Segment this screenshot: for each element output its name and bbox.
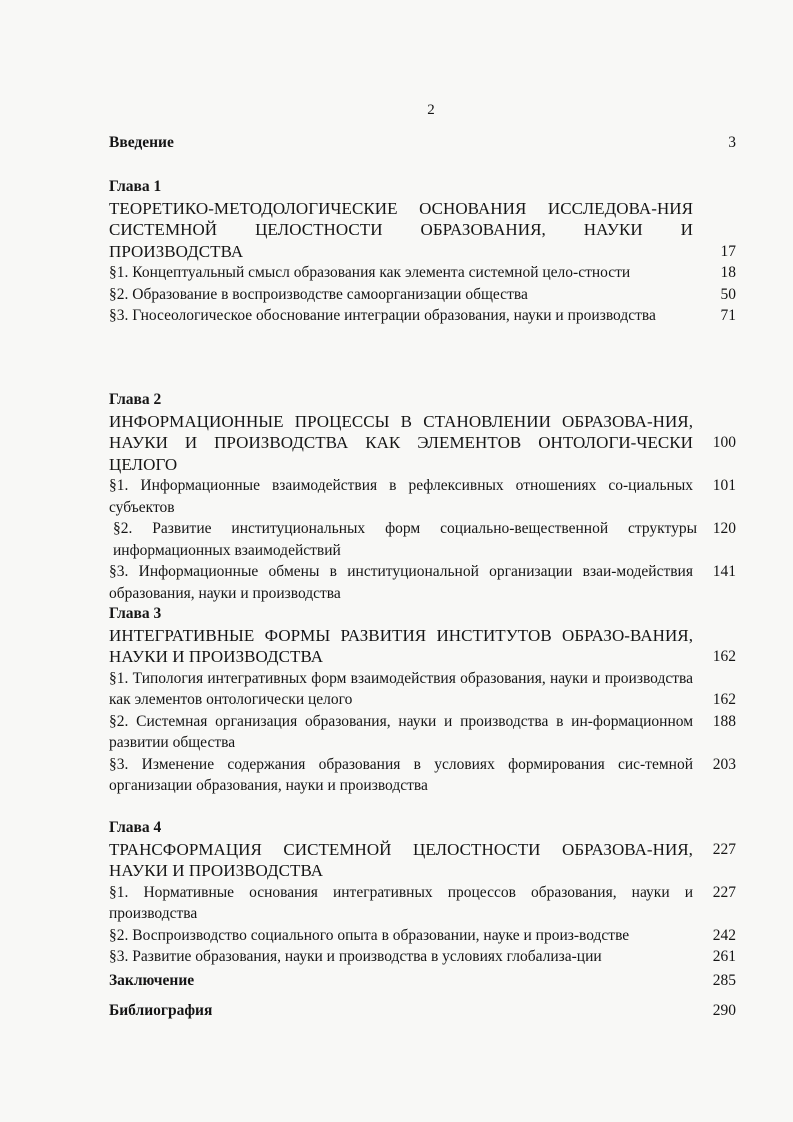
chapter-2-title: ИНФОРМАЦИОННЫЕ ПРОЦЕССЫ В СТАНОВЛЕНИИ ОБРАЗОВА-НИЯ, НАУКИ И ПРОИЗВОДСТВА КАК ЭЛЕМЕНТОВ ОНТОЛОГИ-ЧЕСКИ ЦЕЛОГО — [109, 411, 693, 474]
chapter-1 — [109, 176, 745, 327]
chapter-3-section-1-page: 162 — [712, 691, 736, 708]
introduction-title: Введение — [109, 134, 174, 151]
chapter-1-section-3: §3. Гносеологическое обоснование интеграции образования, науки и производства — [109, 307, 656, 324]
chapter-2-page: 100 — [712, 434, 736, 451]
chapter-1-title: ТЕОРЕТИКО-МЕТОДОЛОГИЧЕСКИЕ ОСНОВАНИЯ ИССЛЕДОВА-НИЯ СИСТЕМНОЙ ЦЕЛОСТНОСТИ ОБРАЗОВАНИЯ, НАУКИ И ПРОИЗВОДСТВА — [109, 198, 693, 261]
conclusion-title: Заключение — [109, 971, 195, 989]
chapter-4-section-2: §2. Воспроизводство социального опыта в образовании, науке и произ-водстве — [109, 926, 630, 944]
chapter-2-section-2: §2. Развитие институциональных форм социально-вещественной структуры информационных взаимодействий — [113, 520, 697, 559]
chapter-2-section-1-page: 101 — [712, 477, 736, 494]
chapter-4-section-3: §3. Развитие образования, науки и производства в условиях глобализа-ции — [109, 948, 602, 965]
chapter-3-section-3-page: 203 — [712, 755, 736, 773]
toc-entry-introduction — [109, 132, 745, 154]
chapter-4-section-3-page: 261 — [712, 948, 736, 965]
chapter-4-section-1-page: 227 — [712, 883, 736, 901]
chapter-3-section-1: §1. Типология интегративных форм взаимодействия образования, науки и производства как элементов онтологически целого — [109, 669, 693, 708]
chapter-1-page: 17 — [720, 242, 736, 260]
chapter-4-label: Глава 4 — [109, 819, 162, 836]
chapter-2-section-2-page: 120 — [712, 520, 736, 537]
chapter-3 — [109, 603, 745, 797]
chapter-3-page: 162 — [712, 648, 736, 665]
introduction-page: 3 — [728, 134, 736, 151]
chapter-1-section-2-page: 50 — [720, 285, 736, 303]
chapter-2 — [109, 389, 745, 604]
chapter-4-page: 227 — [712, 840, 736, 858]
chapter-3-title: ИНТЕГРАТИВНЫЕ ФОРМЫ РАЗВИТИЯ ИНСТИТУТОВ ОБРАЗО-ВАНИЯ, НАУКИ И ПРОИЗВОДСТВА — [109, 625, 693, 666]
chapter-2-section-3: §3. Информационные обмены в институциональной организации взаи-модействия образования, науки и производства — [109, 563, 693, 602]
chapter-3-section-3: §3. Изменение содержания образования в условиях формирования сис-темной организации образования, науки и производства — [109, 755, 693, 794]
chapter-3-section-2: §2. Системная организация образования, науки и производства в ин-формационном развитии общества — [109, 712, 693, 751]
chapter-1-section-3-page: 71 — [720, 307, 736, 324]
chapter-4-section-1: §1. Нормативные основания интегративных процессов образования, науки и производства — [109, 883, 693, 922]
page-number: 2 — [427, 102, 435, 118]
chapter-1-section-2: §2. Образование в воспроизводстве самоорганизации общества — [109, 285, 528, 303]
conclusion-page: 285 — [712, 971, 736, 989]
chapter-4 — [109, 817, 745, 1022]
bibliography-page: 290 — [712, 1002, 736, 1019]
chapter-2-label: Глава 2 — [109, 391, 162, 408]
chapter-4-section-2-page: 242 — [712, 926, 736, 944]
chapter-1-section-1-page: 18 — [720, 264, 736, 281]
chapter-1-section-1: §1. Концептуальный смысл образования как элемента системной цело-стности — [109, 264, 631, 281]
chapter-2-section-3-page: 141 — [712, 563, 736, 580]
chapter-3-label: Глава 3 — [109, 605, 162, 622]
chapter-4-title: ТРАНСФОРМАЦИЯ СИСТЕМНОЙ ЦЕЛОСТНОСТИ ОБРАЗОВА-НИЯ, НАУКИ И ПРОИЗВОДСТВА — [109, 839, 693, 880]
chapter-3-section-2-page: 188 — [712, 712, 736, 730]
chapter-2-section-1: §1. Информационные взаимодействия в рефлексивных отношениях со-циальных субъектов — [109, 477, 693, 516]
bibliography-title: Библиография — [109, 1002, 213, 1019]
chapter-1-label: Глава 1 — [109, 178, 162, 195]
